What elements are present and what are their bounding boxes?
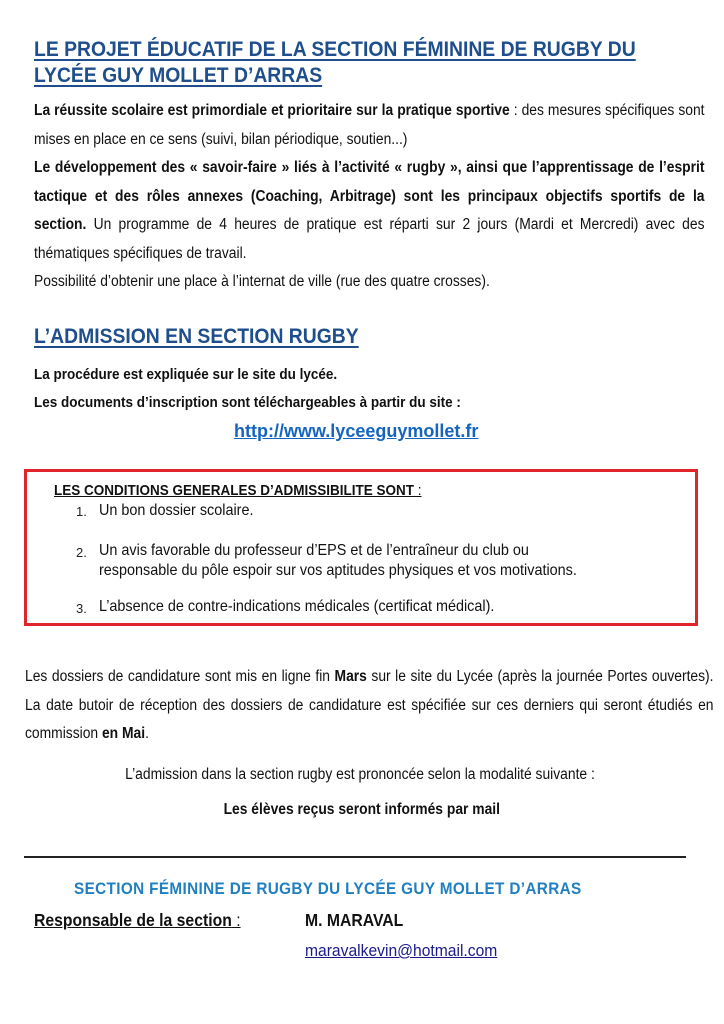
p2-rest: Un programme de 4 heures de pratique est réparti sur 2 jours (Mardi et Mercredi) avec des thématiques spécifiques de travail. xyxy=(34,216,705,262)
conditions-title-colon: : xyxy=(414,482,422,499)
condition-item-2 xyxy=(76,544,87,562)
main-title-line-2: LYCÉE GUY MOLLET D’ARRAS xyxy=(34,63,323,87)
admission-info xyxy=(34,361,461,417)
main-title-line-1: LE PROJET ÉDUCATIF DE LA SECTION FÉMININE DE RUGBY DU xyxy=(34,37,636,61)
admission-modality: L’admission dans la section rugby est prononcée selon la modalité suivante : xyxy=(125,766,595,783)
school-website-link[interactable]: http://www.lyceeguymollet.fr xyxy=(234,421,479,441)
condition-number: 1. xyxy=(76,504,87,519)
dossiers-text-3: . xyxy=(145,725,149,742)
condition-item-3 xyxy=(76,600,87,618)
condition-text-2a: Un avis favorable du professeur d’EPS et de l’entraîneur du club ou xyxy=(99,542,529,559)
conditions-title-text: LES CONDITIONS GENERALES D’ADMISSIBILITE SONT xyxy=(54,482,415,499)
dossiers-paragraph xyxy=(25,663,714,749)
condition-text-3: L’absence de contre-indications médicales (certificat médical). xyxy=(99,598,495,615)
procedure-line: La procédure est expliquée sur le site du lycée. xyxy=(34,366,338,383)
responsible-label xyxy=(34,908,241,932)
conditions-title xyxy=(54,481,422,501)
dossiers-text-2: sur le site du Lycée (après la journée Portes ouvertes). La date butoir de réception des dossiers de candidature est spécifiée sur ces derniers qui seront étudiés en commission xyxy=(25,668,714,742)
admission-heading: L’ADMISSION EN SECTION RUGBY xyxy=(34,324,359,348)
project-paragraph xyxy=(34,97,705,297)
responsible-email-link[interactable]: maravalkevin@hotmail.com xyxy=(305,941,498,960)
admission-notice: Les élèves reçus seront informés par mail xyxy=(223,801,500,818)
condition-item-1 xyxy=(76,503,87,521)
responsible-label-colon: : xyxy=(231,910,241,930)
condition-text-2b: responsable du pôle espoir sur vos aptitudes physiques et vos motivations. xyxy=(99,562,577,579)
dossiers-text-1: Les dossiers de candidature sont mis en ligne fin xyxy=(25,668,335,685)
responsible-label-text: Responsable de la section xyxy=(34,910,232,930)
footer-title: SECTION FÉMININE DE RUGBY DU LYCÉE GUY MOLLET D’ARRAS xyxy=(74,879,582,898)
p3-internat: Possibilité d’obtenir une place à l’internat de ville (rue des quatre crosses). xyxy=(34,273,490,290)
divider xyxy=(24,856,686,858)
p2-bold: Le développement des « savoir-faire » liés à l’activité « rugby », ainsi que l’apprentissage de l’esprit tactique et des rôles annexes (Coaching, Arbitrage) sont les principaux objectifs sportifs de la section. xyxy=(34,159,705,233)
p1-bold: La réussite scolaire est primordiale et prioritaire sur la pratique sportive xyxy=(34,102,510,119)
responsible-name: M. MARAVAL xyxy=(305,910,404,930)
documents-line: Les documents d’inscription sont téléchargeables à partir du site : xyxy=(34,394,461,411)
condition-number: 2. xyxy=(76,545,87,560)
condition-text-1: Un bon dossier scolaire. xyxy=(99,502,254,519)
dossiers-month-mars: Mars xyxy=(334,668,367,685)
main-title xyxy=(34,36,636,88)
p1-rest: : des mesures spécifiques sont mises en place en ce sens (suivi, bilan périodique, soutien...) xyxy=(34,102,705,148)
dossiers-month-mai: en Mai xyxy=(101,725,146,742)
condition-number: 3. xyxy=(76,601,87,616)
